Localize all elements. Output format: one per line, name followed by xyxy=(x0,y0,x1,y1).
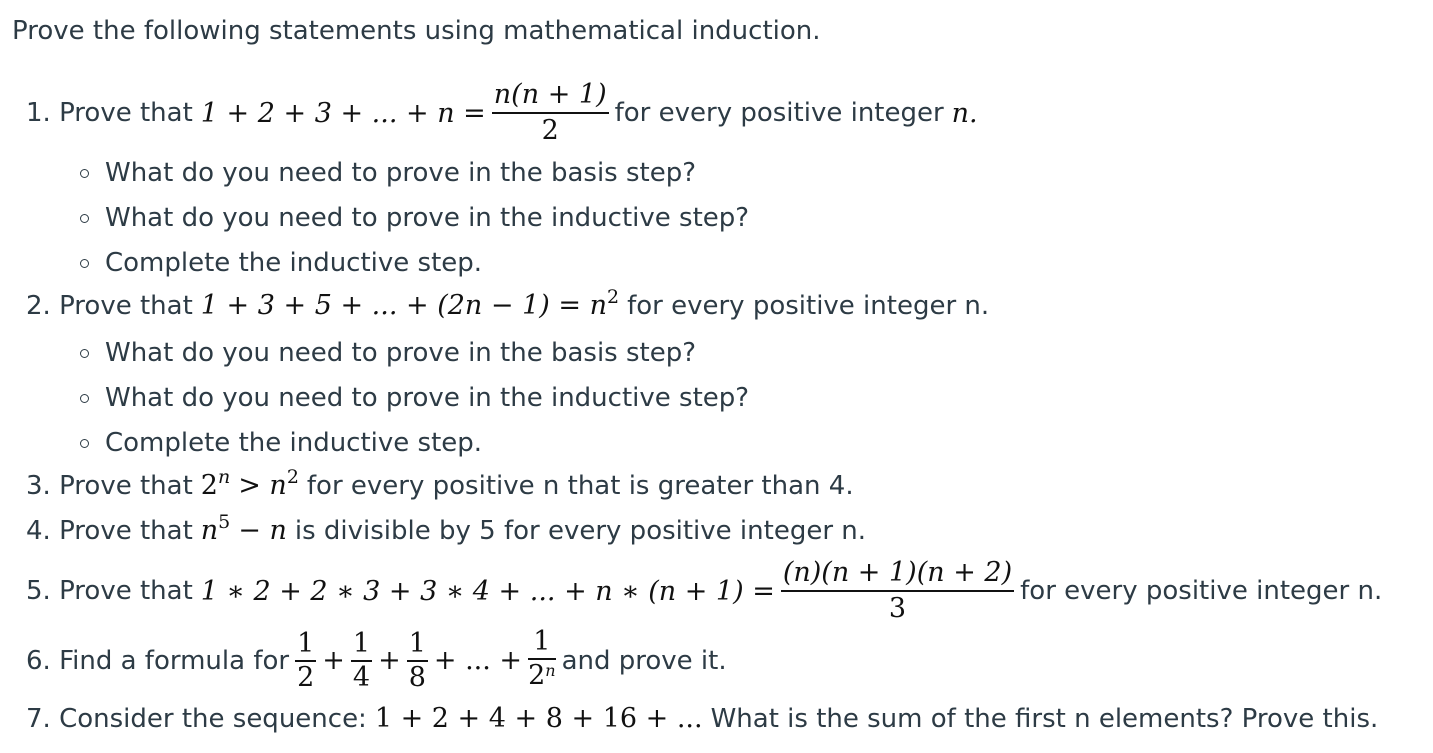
page-title: Prove the following statements using mathematical induction. xyxy=(12,16,821,46)
problem-3-relation: > n xyxy=(238,470,287,501)
numerator: 1 xyxy=(297,627,315,659)
problem-5-lhs: 1 ∗ 2 + 2 ∗ 3 + 3 ∗ 4 + ... + n ∗ (n + 1) = xyxy=(200,575,775,607)
problem-6-fraction-2 xyxy=(351,627,372,693)
problem-1-fraction xyxy=(492,80,609,146)
sub-item-text: What do you need to prove in the inductive step? xyxy=(105,383,750,413)
problem-6-fraction-1 xyxy=(295,627,316,693)
sub-item-text: What do you need to prove in the inductive step? xyxy=(105,203,750,233)
problem-3-exponent-2: 2 xyxy=(286,465,299,488)
problem-3 xyxy=(26,465,854,501)
problem-1-suffix: for every positive integer xyxy=(614,98,944,128)
problem-1-prefix: 1. Prove that xyxy=(26,98,193,128)
sub-item-text: What do you need to prove in the basis step? xyxy=(105,158,697,188)
problem-1-sub-3 xyxy=(80,248,482,278)
problem-3-exponent-1: n xyxy=(217,465,231,488)
problem-7-suffix: What is the sum of the first n elements? Prove this. xyxy=(710,703,1379,734)
problem-5-fraction xyxy=(781,558,1014,624)
problem-2-sub-3 xyxy=(80,428,482,458)
circle-bullet-icon xyxy=(80,394,89,403)
denominator: 4 xyxy=(352,661,371,693)
problem-2-exponent: 2 xyxy=(606,285,620,308)
numerator: 1 xyxy=(352,627,371,659)
problem-5-denominator: 3 xyxy=(888,593,907,624)
problem-1-numerator: n(n + 1) xyxy=(493,79,607,110)
circle-bullet-icon xyxy=(80,439,89,448)
denominator: 8 xyxy=(408,661,426,693)
problem-5-suffix: for every positive integer n. xyxy=(1020,576,1383,606)
problem-3-prefix: 3. Prove that xyxy=(26,470,193,501)
problem-1-denominator: 2 xyxy=(541,115,559,146)
problem-7-math: 1 + 2 + 4 + 8 + 16 + ... xyxy=(374,703,703,734)
problem-4-prefix: 4. Prove that xyxy=(26,515,193,546)
denominator-exponent: n xyxy=(545,661,556,680)
problem-4-rest: − n xyxy=(238,515,287,546)
problem-1-suffix-var: n. xyxy=(951,97,978,129)
denominator xyxy=(528,660,556,693)
problem-7-prefix: 7. Consider the sequence: xyxy=(26,703,367,734)
problem-1 xyxy=(26,80,978,146)
problem-2-prefix: 2. Prove that xyxy=(26,290,193,321)
denominator: 2 xyxy=(297,661,315,693)
problem-6 xyxy=(26,628,727,693)
problem-7 xyxy=(26,703,1378,734)
circle-bullet-icon xyxy=(80,349,89,358)
problem-1-sub-2 xyxy=(80,203,749,233)
problem-4 xyxy=(26,510,867,546)
denominator-base: 2 xyxy=(528,660,546,691)
problem-5 xyxy=(26,558,1382,624)
numerator: 1 xyxy=(533,626,551,657)
problem-3-suffix: for every positive n that is greater than 4. xyxy=(306,470,854,501)
sub-item-text: What do you need to prove in the basis step? xyxy=(105,338,697,368)
problem-2-sub-1 xyxy=(80,338,696,368)
circle-bullet-icon xyxy=(80,169,89,178)
circle-bullet-icon xyxy=(80,214,89,223)
problem-6-fraction-3 xyxy=(407,627,428,693)
problem-5-numerator: (n)(n + 1)(n + 2) xyxy=(782,557,1013,588)
plus-sign: + xyxy=(322,645,345,676)
numerator: 1 xyxy=(408,627,426,659)
problem-2-math: 1 + 3 + 5 + ... + (2n − 1) = n xyxy=(200,290,607,321)
problem-1-lhs: 1 + 2 + 3 + ... + n = xyxy=(200,97,486,129)
problem-6-prefix: 6. Find a formula for xyxy=(26,645,290,676)
problem-2 xyxy=(26,285,990,321)
circle-bullet-icon xyxy=(80,259,89,268)
problem-6-fraction-last xyxy=(528,628,556,693)
problem-1-sub-1 xyxy=(80,158,696,188)
problem-5-prefix: 5. Prove that xyxy=(26,576,193,606)
sub-item-text: Complete the inductive step. xyxy=(105,248,483,278)
problem-2-sub-2 xyxy=(80,383,749,413)
problem-4-suffix: is divisible by 5 for every positive integer n. xyxy=(294,515,867,546)
sub-item-text: Complete the inductive step. xyxy=(105,428,483,458)
problem-3-base: 2 xyxy=(200,470,218,501)
problem-6-suffix: and prove it. xyxy=(561,645,727,676)
problem-4-exponent: 5 xyxy=(218,510,231,533)
problem-2-suffix: for every positive integer n. xyxy=(627,290,990,321)
plus-sign: + xyxy=(378,645,401,676)
ellipsis-plus: + ... + xyxy=(433,645,523,676)
problem-4-base: n xyxy=(200,515,219,546)
